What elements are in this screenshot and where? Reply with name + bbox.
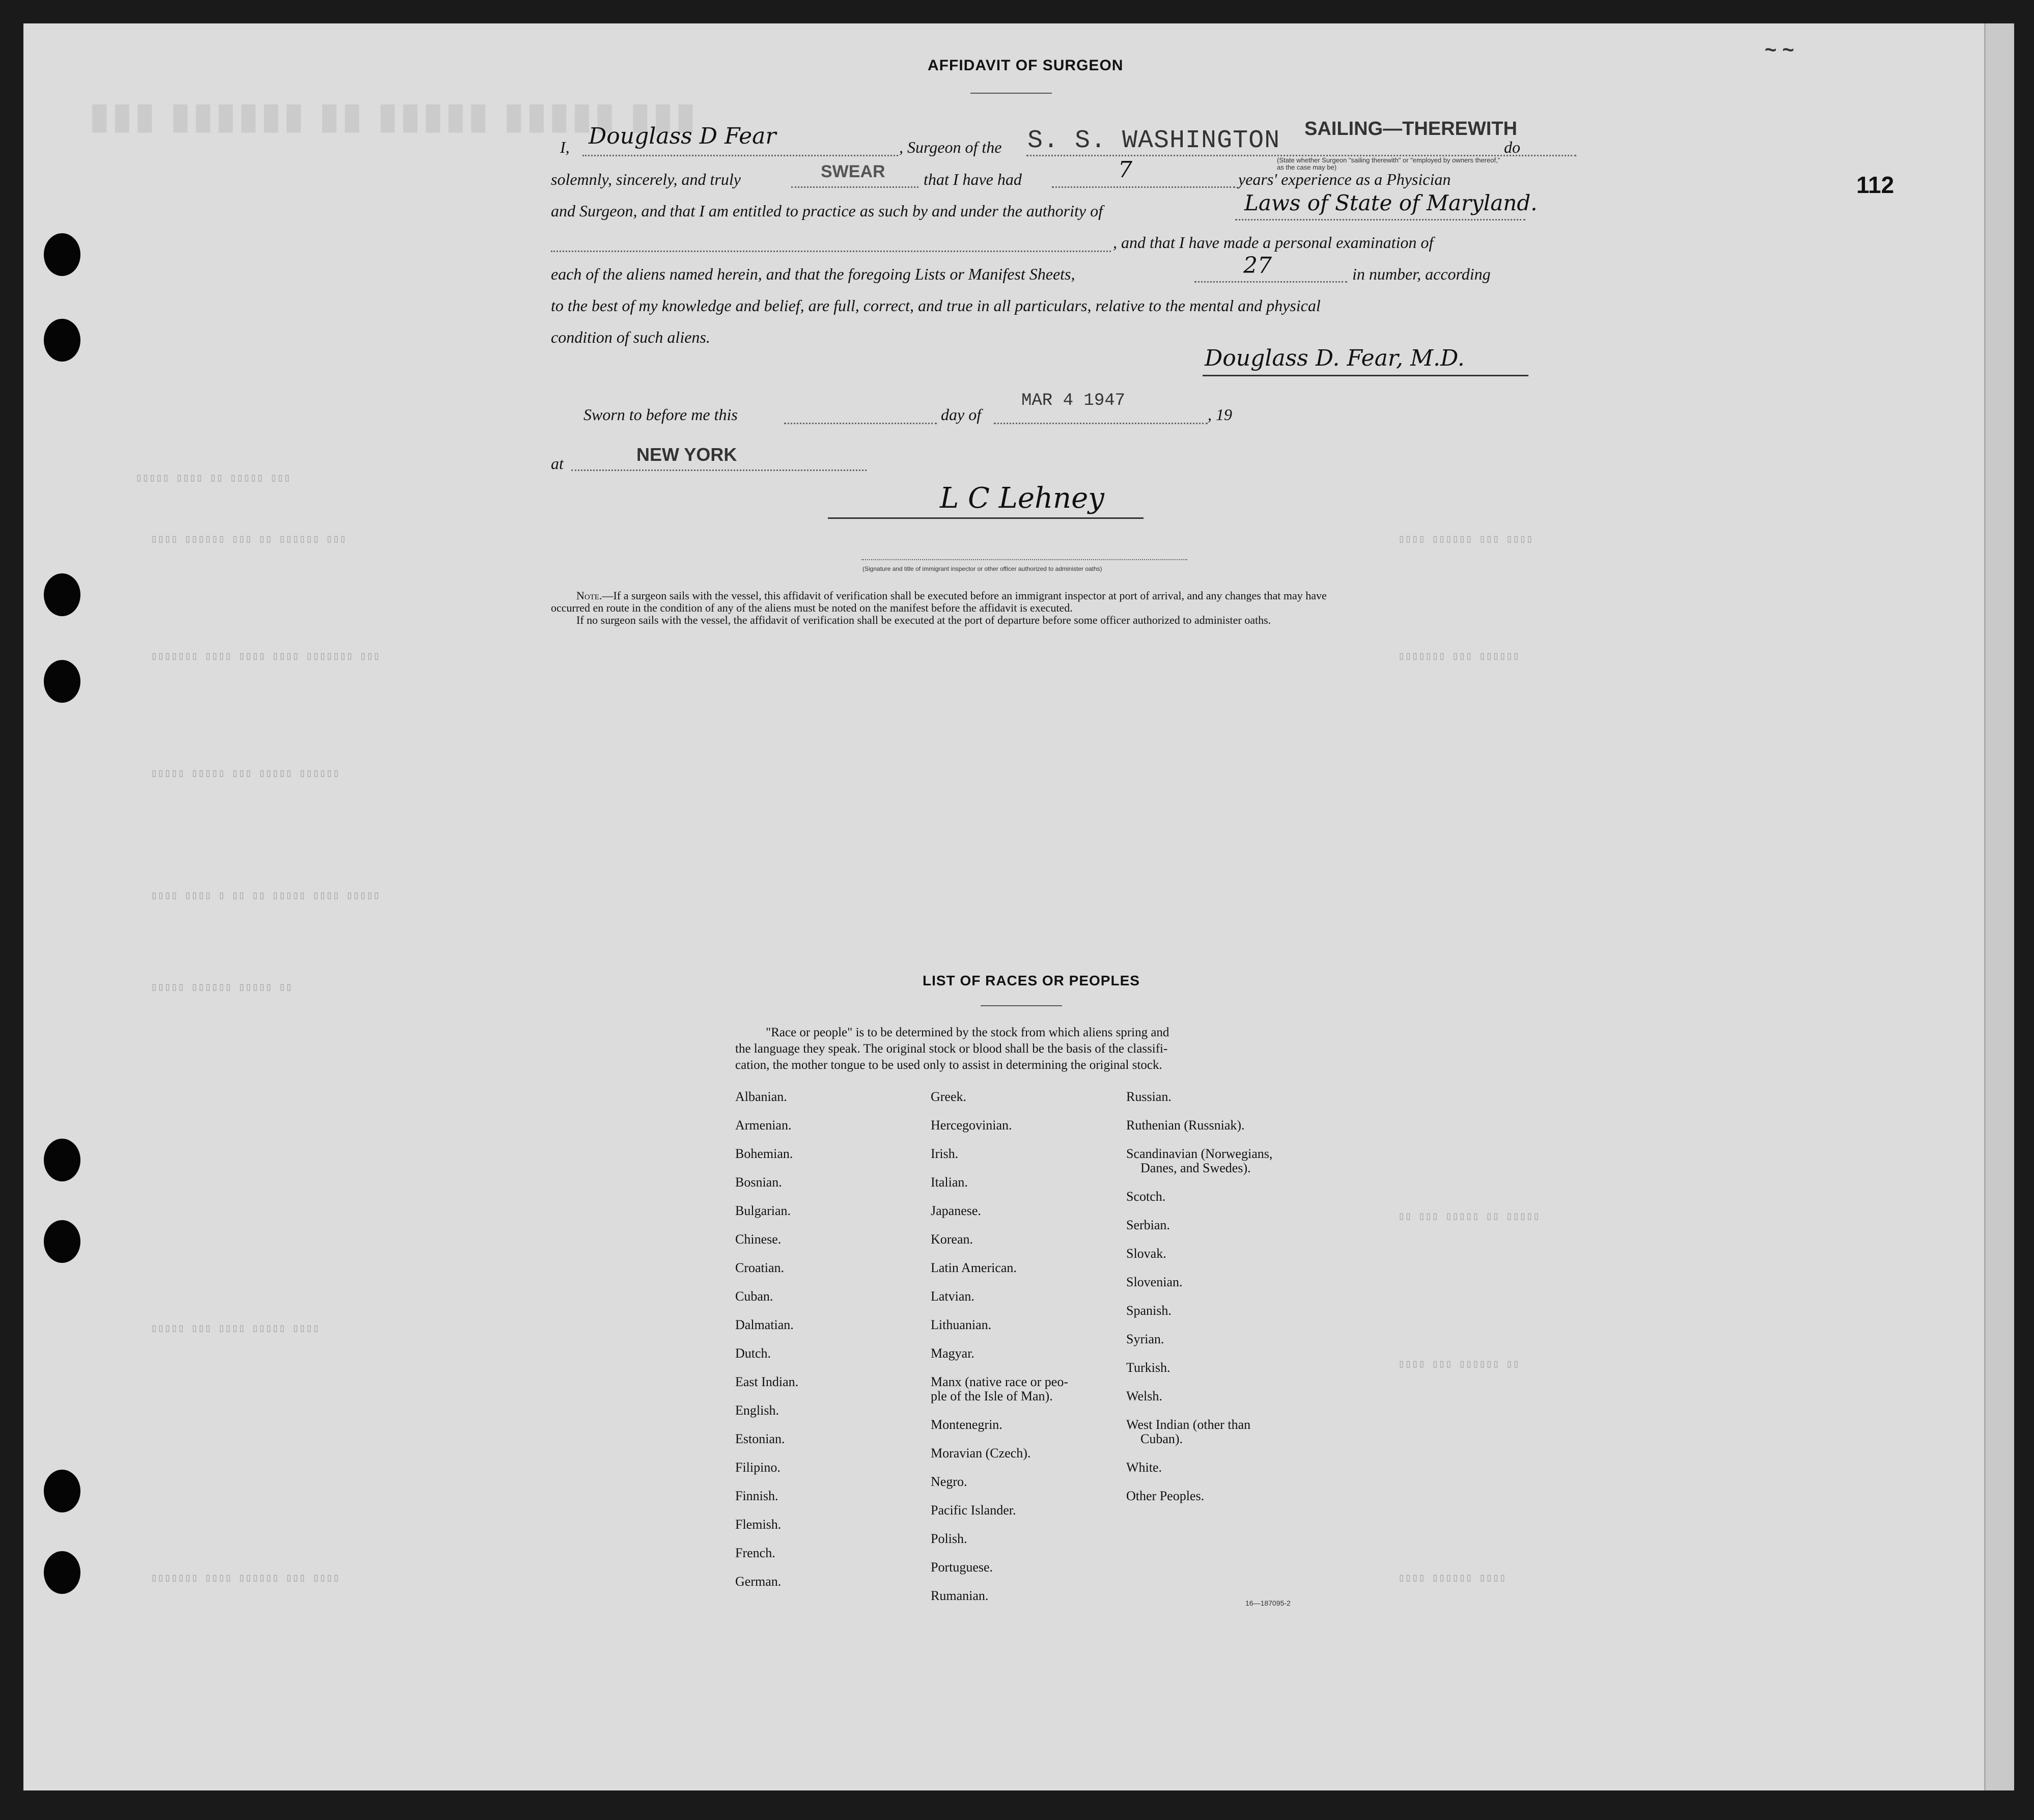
race-item: Estonian. <box>735 1431 785 1446</box>
race-item: Greek. <box>931 1089 967 1104</box>
years-experience-label: years' experience as a Physician <box>1238 170 1451 188</box>
binder-hole <box>44 1139 80 1181</box>
races-intro-line-3: cation, the mother tongue to be used only to assist in determining the original stock. <box>735 1058 1162 1072</box>
document-sheet: ▮▮▮ ▮▮▮▮▮▮ ▮▮ ▮▮▮▮▮ ▮▮▮▮▮ ▮▮▮ ▯▯▯▯▯ ▯▯▯▯ ▯▯ ▯▯▯▯▯ ▯▯▯ ▯▯▯▯ ▯▯▯▯▯▯ ▯▯▯ ▯▯ ▯▯▯▯▯▯ ▯▯▯ ▯▯▯▯▯▯▯ ▯▯▯▯ ▯▯▯▯ ▯▯▯▯ ▯▯▯▯▯▯▯ ▯▯▯ ▯▯▯▯▯ ▯▯▯▯▯ ▯▯▯ ▯▯▯▯▯ ▯▯▯▯▯▯ ▯▯▯▯ ▯▯▯▯ ▯ ▯▯ ▯▯ ▯▯▯▯▯ ▯▯▯▯ ▯▯▯▯▯ ▯▯▯▯▯ ▯▯▯▯▯▯ ▯▯▯▯▯ ▯▯ ▯▯▯▯ ▯▯▯▯▯▯ ▯▯▯ ▯▯▯▯ ▯▯▯▯▯▯▯ ▯▯▯ ▯▯▯▯▯▯ ▯▯ ▯▯▯ ▯▯▯▯▯ ▯▯ ▯▯▯▯▯ ▯▯▯▯▯ ▯▯▯ ▯▯▯▯ ▯▯▯▯▯ ▯▯▯▯ ▯▯▯▯ ▯▯▯ ▯▯▯▯▯▯ ▯▯ ▯▯▯▯▯▯▯ ▯▯▯▯ ▯▯▯▯▯▯ ▯▯▯ ▯▯▯▯ ▯▯▯▯ ▯▯▯▯▯▯ ▯▯▯▯ ~ ~ 112 AFFIDAVIT OF SURGEON I, Douglass D Fear , Surgeon of the S. S. WASHINGTON SAILING—THEREWITH (State whether Surgeon "sailing therewith" or "employed by owners thereof," as the case may be) do solemnly, sincerely, and truly SWEAR that I have had 7 years' experience as a Physician and Surgeon, and that I am entitled to practice as such by and under the authority of Laws of State of Maryland. , and that I have made a personal examination of each of the aliens named herein, and that the foregoing Lists or Manifest Sheets, 27 in number, according to the best of my knowledge and belief, are full, correct, and true in all particulars, relative to the mental and physical condition of such aliens. Douglass D. Fear, M.D. Sworn to before me this day of MAR 4 1947 , 19 at NEW YORK L C Lehney (Signature and title of immigrant inspector or other officer authorized to administer oaths) Note.—If a surgeon sails with the vessel, this affidavit of verification shall be executed before an immigrant inspector at port of arrival, and any changes that may have occurred en route in the condition of any of the aliens must be noted on the manifest before the affidavit is executed. If no surgeon sails with the vessel, the affidavit of verification shall be executed at the port of departure before some officer authorized to administer oaths. LIST OF RACES OR PEOPLES "Race or people" is to be determined by the stock from which aliens spring and the language they speak. The original stock or blood shall be the basis of the classifi- cation, the mother tongue to be used only to assist in determining the original stock. Albanian. Armenian. Bohemian. Bosnian. Bulgarian. Chinese. Croatian. Cuban. Dalmatian. Dutch. East Indian. English. Estonian. Filipino. Finnish. Flemish. French. German. Greek. Hercegovinian. Irish. Italian. Japanese. Korean. Latin American. Latvian. Lithuanian. Magyar. Manx (native race or peo- ple of the Isle of Man). Montenegrin. Moravian (Czech). Negro. Pacific Islander. Polish. Portuguese. Rumanian. Russian. Ruthenian (Russniak). Scandinavian (Norwegians, Danes, and Swedes). Scotch. Serbian. Slovak. Slovenian. Spanish. Syrian. Turkish. Welsh. West Indian (other than Cuban). White. Other Peoples. 16—187095-2 <box>23 23 2014 1790</box>
note-line-3: If no surgeon sails with the vessel, the affidavit of verification shall be executed at the port of departure before some officer authorized to administer oaths. <box>576 614 1271 626</box>
race-item: English. <box>735 1403 779 1418</box>
races-intro-line-1: "Race or people" is to be determined by the stock from which aliens spring and <box>766 1026 1169 1039</box>
swear-stamp: SWEAR <box>821 162 885 181</box>
note-block <box>551 590 1327 626</box>
signature-caption: (Signature and title of immigrant inspector or other officer authorized to administer oaths) <box>862 565 1102 572</box>
page-number: 112 <box>1856 172 1894 198</box>
race-item: Filipino. <box>735 1460 781 1475</box>
race-item: East Indian. <box>735 1374 799 1389</box>
races-intro-line-2: the language they speak. The original stock or blood shall be the basis of the classifi- <box>735 1042 1168 1056</box>
binder-hole <box>44 1470 80 1512</box>
race-item: Turkish. <box>1126 1360 1171 1375</box>
race-item: Cuban). <box>1140 1431 1183 1446</box>
ship-name: S. S. WASHINGTON <box>1027 126 1280 155</box>
race-item: Latin American. <box>931 1260 1017 1275</box>
note-line-2: occurred en route in the condition of any of the aliens must be noted on the manifest before the affidavit is executed. <box>551 601 1073 614</box>
binder-hole <box>44 1551 80 1594</box>
race-item: Russian. <box>1126 1089 1172 1104</box>
form-number: 16—187095-2 <box>1245 1599 1291 1607</box>
race-item: Slovenian. <box>1126 1275 1183 1289</box>
races-title-underline <box>981 1005 1062 1006</box>
surgeon-signature: Douglass D. Fear, M.D. <box>1205 345 1465 371</box>
condition-label: condition of such aliens. <box>551 328 710 346</box>
race-item: Bulgarian. <box>735 1203 791 1218</box>
race-item: Rumanian. <box>931 1588 989 1603</box>
race-item: Montenegrin. <box>931 1417 1002 1432</box>
race-item: Slovak. <box>1126 1246 1166 1261</box>
races-title: LIST OF RACES OR PEOPLES <box>923 973 1140 988</box>
surgeon-name: Douglass D Fear <box>589 123 776 149</box>
race-item: Serbian. <box>1126 1218 1170 1232</box>
race-item: Armenian. <box>735 1118 792 1133</box>
each-of-aliens-label: each of the aliens named herein, and that the foregoing Lists or Manifest Sheets, <box>551 265 1075 283</box>
race-item: Scotch. <box>1126 1189 1166 1204</box>
race-item: Syrian. <box>1126 1332 1164 1346</box>
personal-exam-label: , and that I have made a personal examination of <box>1113 233 1434 252</box>
races-intro <box>735 1025 1169 1073</box>
sailing-stamp: SAILING—THEREWITH <box>1304 118 1517 140</box>
race-item: Albanian. <box>735 1089 787 1104</box>
race-item: Welsh. <box>1126 1389 1162 1403</box>
race-item: Pacific Islander. <box>931 1503 1016 1518</box>
in-number-label: in number, according <box>1352 265 1491 283</box>
note-line-1: —If a surgeon sails with the vessel, this affidavit of verification shall be executed before an immigrant inspector at port of arrival, and any changes that may have <box>602 589 1327 602</box>
binder-hole <box>44 660 80 703</box>
race-item: Danes, and Swedes). <box>1140 1161 1251 1175</box>
right-edge-strip <box>1984 23 2014 1790</box>
at-label: at <box>551 454 564 473</box>
race-item: Irish. <box>931 1146 959 1161</box>
day-of-label: day of <box>941 405 982 424</box>
binder-hole <box>44 319 80 362</box>
best-knowledge-label: to the best of my knowledge and belief, are full, correct, and true in all particulars, relative to the mental and physical <box>551 296 1321 315</box>
race-item: Chinese. <box>735 1232 782 1247</box>
corner-mark: ~ ~ <box>1765 39 1794 61</box>
race-item: Bohemian. <box>735 1146 793 1161</box>
race-item: West Indian (other than <box>1126 1417 1251 1432</box>
race-item: Scandinavian (Norwegians, <box>1126 1146 1273 1161</box>
race-item: White. <box>1126 1460 1162 1475</box>
binder-hole <box>44 1220 80 1263</box>
year-prefix: , 19 <box>1208 405 1232 424</box>
years-value: 7 <box>1118 157 1132 183</box>
binder-hole <box>44 233 80 276</box>
binder-hole <box>44 573 80 616</box>
surgeon-of-label: , Surgeon of the <box>899 138 1002 156</box>
race-item: Dalmatian. <box>735 1317 794 1332</box>
solemnly-label: solemnly, sincerely, and truly <box>551 170 741 188</box>
race-item: Magyar. <box>931 1346 974 1361</box>
race-item: Other Peoples. <box>1126 1488 1205 1503</box>
do-label: do <box>1504 138 1520 156</box>
note-label: Note. <box>576 589 602 602</box>
race-item: Cuban. <box>735 1289 773 1304</box>
sheet-count: 27 <box>1243 253 1272 279</box>
race-item: Polish. <box>931 1531 967 1546</box>
authority-value: Laws of State of Maryland. <box>1244 190 1538 215</box>
title-underline <box>970 93 1052 94</box>
and-surgeon-label: and Surgeon, and that I am entitled to practice as such by and under the authority of <box>551 202 1103 220</box>
race-item: Moravian (Czech). <box>931 1446 1031 1460</box>
race-item: Finnish. <box>735 1488 778 1503</box>
race-item: Spanish. <box>1126 1303 1172 1318</box>
race-item: Ruthenian (Russniak). <box>1126 1118 1245 1133</box>
sailing-note: (State whether Surgeon "sailing therewith" or "employed by owners thereof," as the case may be) <box>1277 156 1500 171</box>
place-stamp: NEW YORK <box>636 444 737 465</box>
date-stamp: MAR 4 1947 <box>1021 391 1126 410</box>
race-item: Italian. <box>931 1175 968 1190</box>
race-item: French. <box>735 1546 775 1560</box>
i-label: I, <box>560 138 570 156</box>
race-item: Lithuanian. <box>931 1317 992 1332</box>
race-item: Dutch. <box>735 1346 771 1361</box>
that-i-have-had: that I have had <box>924 170 1022 188</box>
race-item: Croatian. <box>735 1260 785 1275</box>
officer-signature: L C Lehney <box>940 482 1104 515</box>
race-item: Hercegovinian. <box>931 1118 1012 1133</box>
affidavit-title: AFFIDAVIT OF SURGEON <box>928 57 1124 74</box>
race-item: Manx (native race or peo- <box>931 1374 1068 1389</box>
race-item: ple of the Isle of Man). <box>931 1389 1053 1403</box>
race-item: Bosnian. <box>735 1175 782 1190</box>
race-item: German. <box>735 1574 782 1589</box>
sworn-label: Sworn to before me this <box>583 405 738 424</box>
race-item: Latvian. <box>931 1289 974 1304</box>
bleed-through-heading: ▮▮▮ ▮▮▮▮▮▮ ▮▮ ▮▮▮▮▮ ▮▮▮▮▮ ▮▮▮ <box>90 96 699 135</box>
race-item: Japanese. <box>931 1203 981 1218</box>
race-item: Korean. <box>931 1232 973 1247</box>
race-item: Negro. <box>931 1474 967 1489</box>
race-item: Flemish. <box>735 1517 782 1532</box>
race-item: Portuguese. <box>931 1560 993 1575</box>
